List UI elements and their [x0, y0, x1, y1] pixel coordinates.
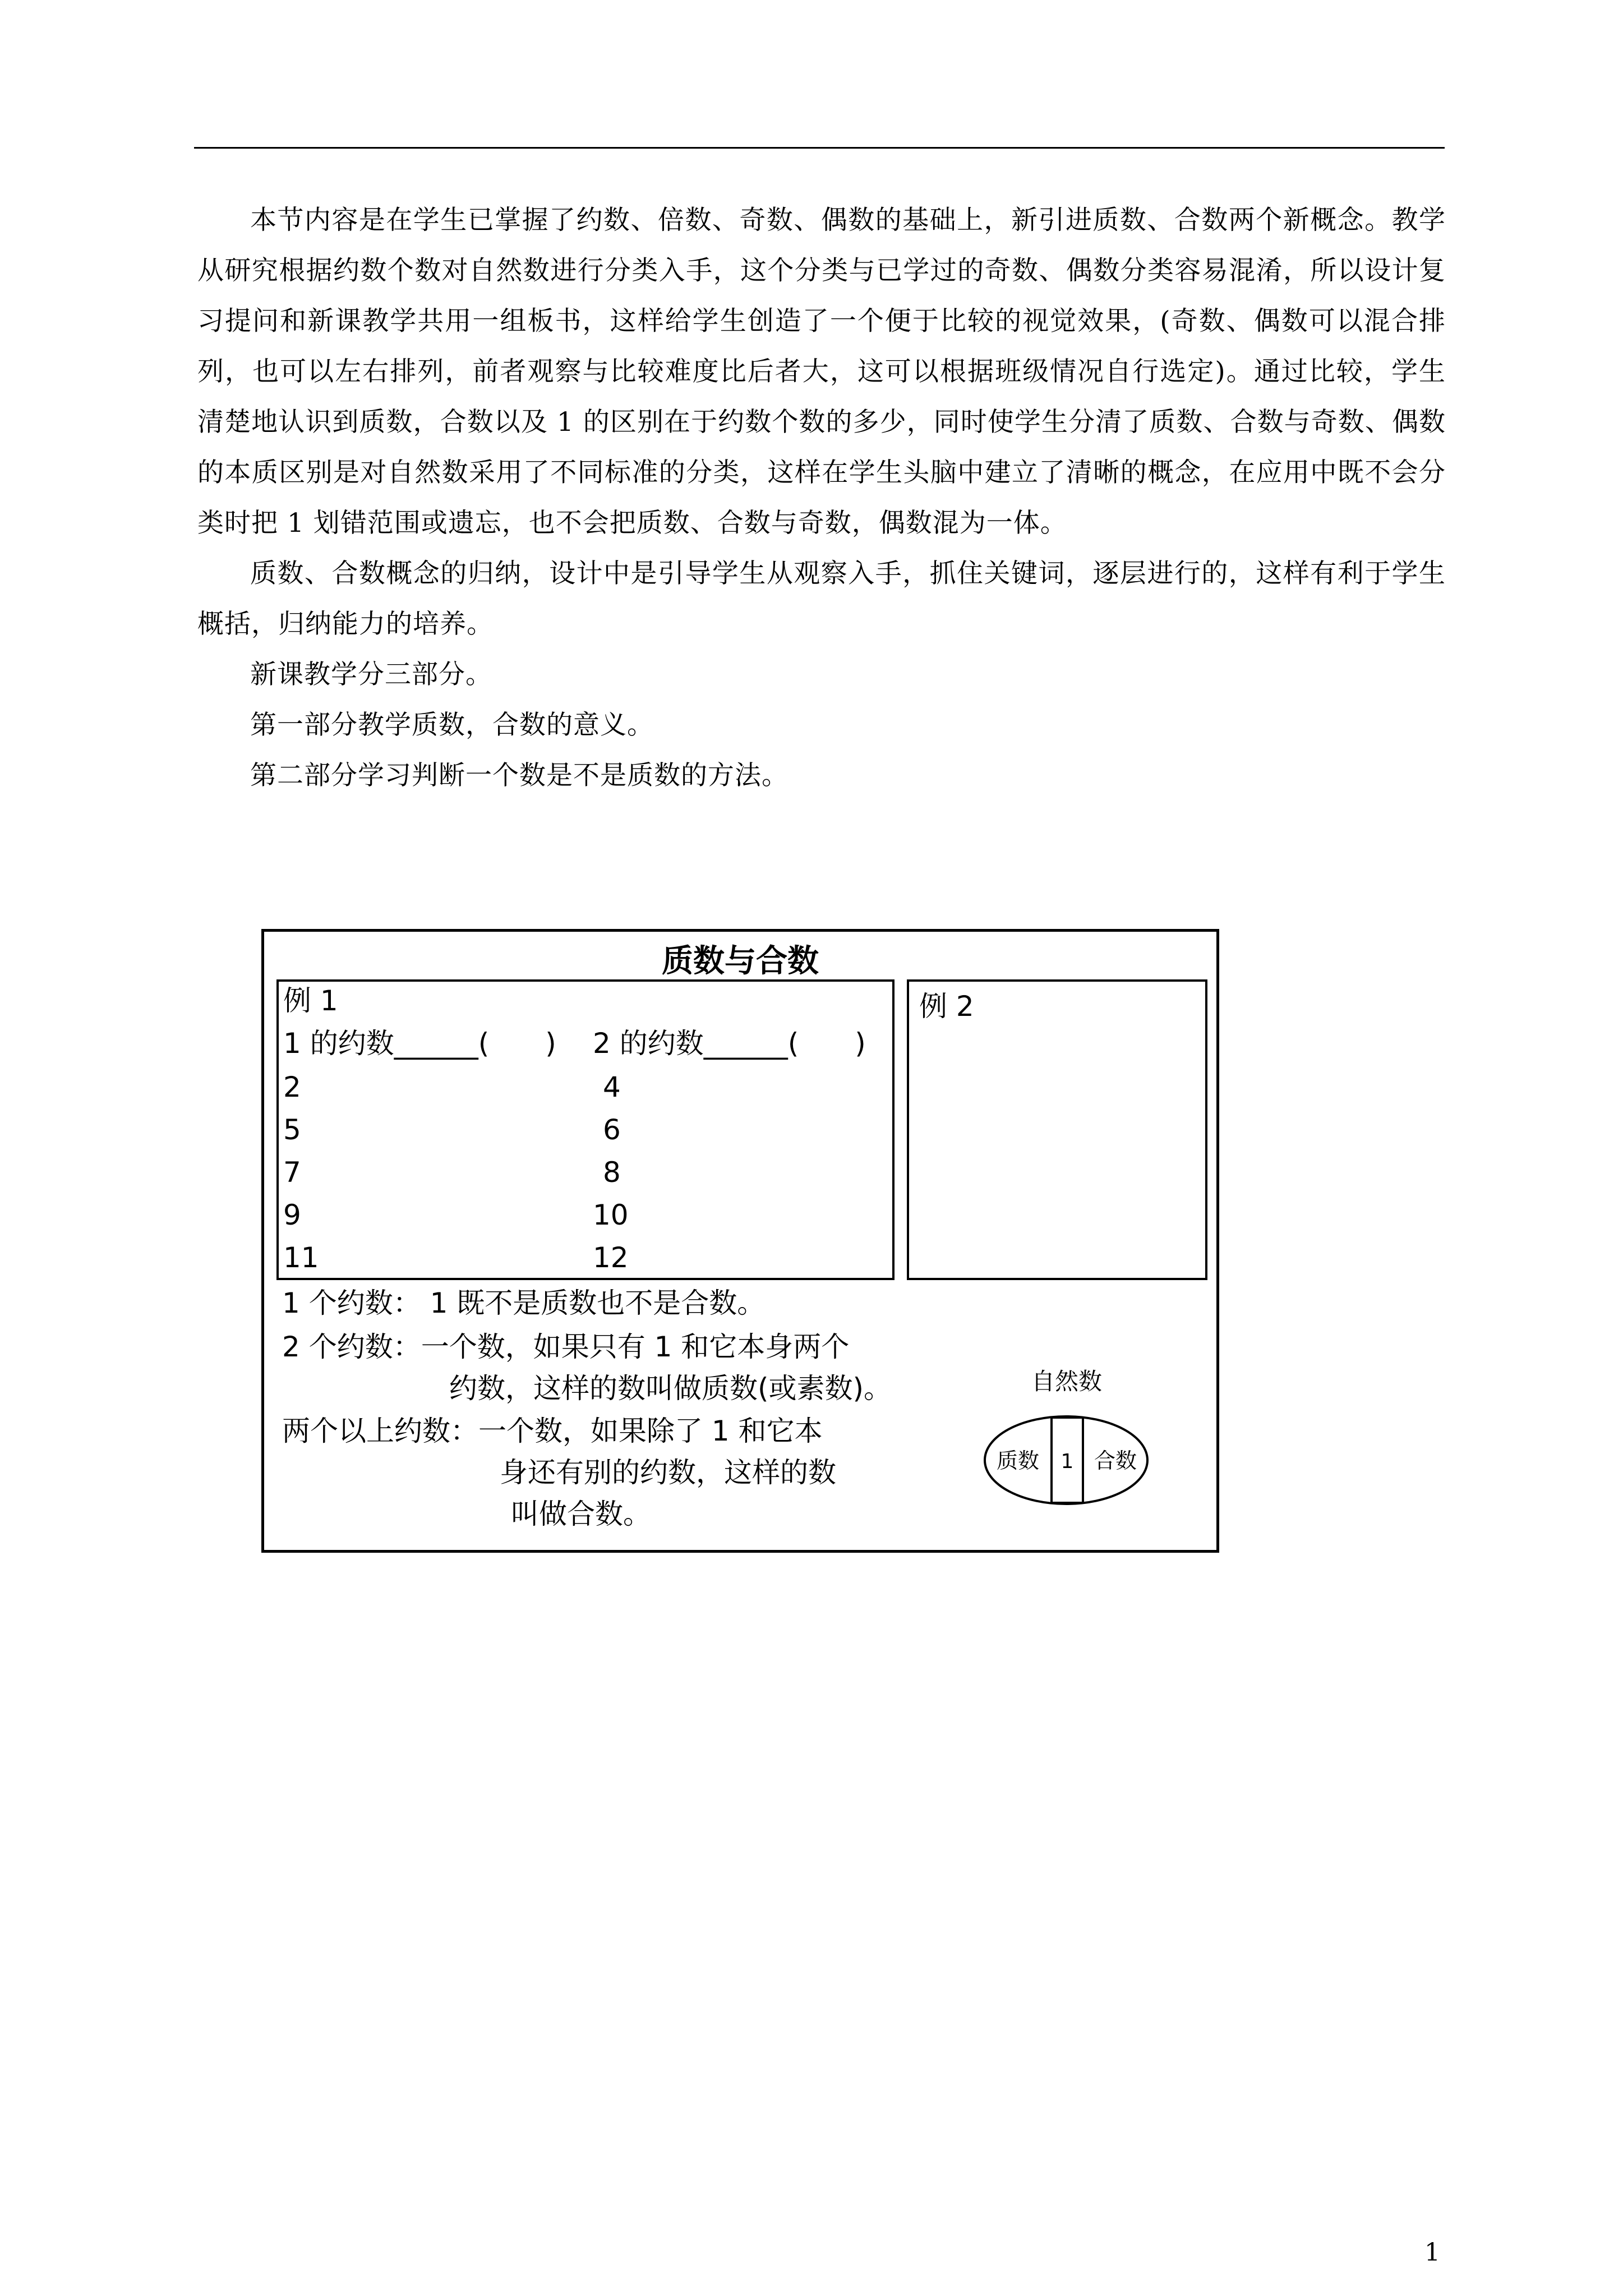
right-number: 6	[603, 1114, 621, 1146]
header-rule	[194, 147, 1445, 149]
right-number: 12	[593, 1241, 629, 1274]
paragraph-1: 本节内容是在学生已掌握了约数、倍数、奇数、偶数的基础上，新引进质数、合数两个新概念。教学从研究根据约数个数对自然数进行分类入手，这个分类与已学过的奇数、偶数分类容易混淆，所以设计复习提问和新课教学共用一组板书，这样给学生创造了一个便于比较的视觉效果，(奇数、偶数可以混合排列，也可以左右排列，前者观察与比较难度比后者大，这可以根据班级情况自行选定)。通过比较，学生清楚地认识到质数，合数以及 1 的区别在于约数个数的多少，同时使学生分清了质数、合数与奇数、偶数的本质区别是对自然数采用了不同标准的分类，这样在学生头脑中建立了清晰的概念，在应用中既不会分类时把 1 划错范围或遗忘，也不会把质数、合数与奇数，偶数混为一体。	[197, 205, 1446, 539]
definition-prime-line-1: 2 个约数：一个数，如果只有 1 和它本身两个	[282, 1331, 850, 1363]
definition-prime-line-2: 约数，这样的数叫做质数(或素数)。	[449, 1372, 892, 1405]
paragraph-5: 第二部分学习判断一个数是不是质数的方法。	[250, 760, 789, 791]
diagram-composite-label: 合数	[1094, 1448, 1137, 1473]
diagram-prime-label: 质数	[996, 1448, 1040, 1473]
divisor-row-left: 1 的约数______( )	[283, 1027, 556, 1060]
body-text	[197, 195, 1446, 801]
right-number: 10	[593, 1199, 629, 1231]
left-number: 2	[283, 1071, 301, 1103]
paragraph-3: 新课教学分三部分。	[250, 659, 492, 690]
left-number: 5	[283, 1114, 301, 1146]
page-number: 1	[1424, 2238, 1440, 2267]
left-number: 11	[283, 1241, 319, 1274]
natural-number-diagram	[983, 1414, 1149, 1506]
diagram-one-label: 1	[1061, 1450, 1074, 1473]
definition-composite-line-2: 身还有别的约数，这样的数	[500, 1456, 836, 1489]
blackboard-figure	[261, 929, 1219, 1553]
paragraph-4: 第一部分教学质数，合数的意义。	[250, 710, 654, 740]
board-title: 质数与合数	[662, 943, 819, 979]
example-1-box	[276, 979, 895, 1280]
left-number: 7	[283, 1156, 301, 1189]
definition-one-divisor: 1 个约数： 1 既不是质数也不是合数。	[282, 1287, 766, 1319]
paragraph-2: 质数、合数概念的归纳，设计中是引导学生从观察入手，抓住关键词，逐层进行的，这样有利于学生概括，归纳能力的培养。	[197, 558, 1446, 639]
left-number: 9	[283, 1199, 301, 1231]
example-1-label: 例 1	[283, 984, 338, 1017]
right-number: 4	[603, 1071, 621, 1103]
example-2-label: 例 2	[919, 990, 974, 1023]
diagram-title: 自然数	[1031, 1368, 1103, 1395]
definition-composite-line-3: 叫做合数。	[511, 1498, 651, 1530]
definition-composite-line-1: 两个以上约数：一个数，如果除了 1 和它本	[282, 1415, 823, 1447]
example-2-box	[907, 979, 1207, 1280]
divisor-row-right: 2 的约数______( )	[593, 1027, 866, 1060]
right-number: 8	[603, 1156, 621, 1189]
